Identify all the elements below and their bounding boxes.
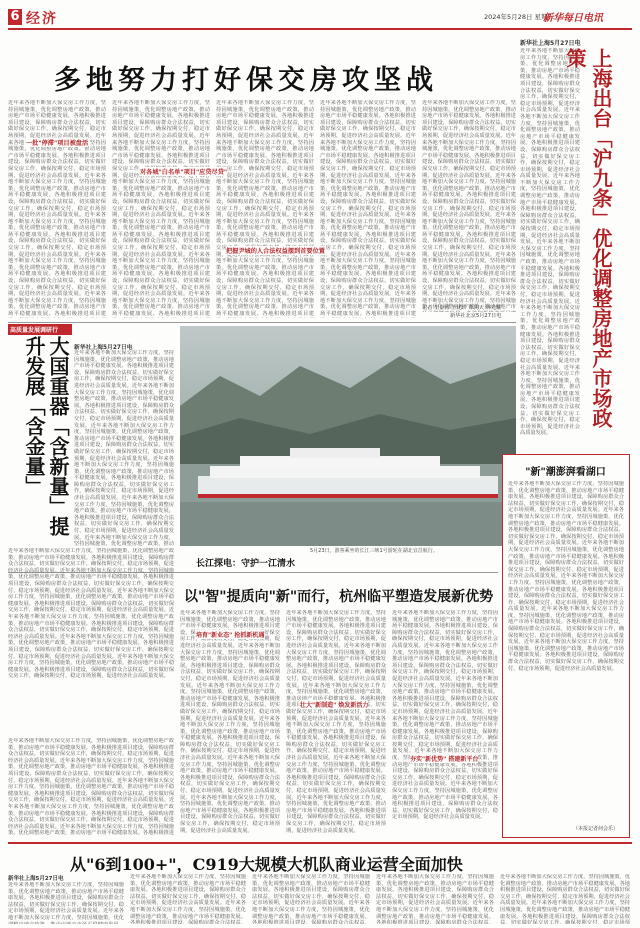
photo-title: 长江探电：守护一江清水 [196, 559, 296, 569]
right-strip [520, 34, 632, 444]
middle-col-1 [180, 610, 280, 836]
bottom-dateline: 新华社上海5月27日电 [8, 876, 64, 882]
lead-headline: 多地努力打好保交房攻坚战 [54, 65, 438, 96]
lead-bureau: 新华社北京5月27日电 [450, 313, 502, 319]
lead-sub1: 一批"停滞"项目被盘活 [26, 140, 89, 147]
bottom-col-5 [500, 874, 630, 924]
photo-scene [180, 326, 516, 546]
middle-sub2: 壮大"新制造" 焕发新活力 [300, 702, 369, 709]
middle-col-2 [286, 610, 386, 836]
middle-sub3: 夯实"新优势" 搭建新平台 [410, 756, 479, 763]
bottom-top-rule [8, 842, 632, 844]
bottom-col-1 [8, 882, 124, 924]
lead-byline: 记者 王金涛 王优玲 郑钧天 林光耀 [422, 305, 502, 311]
lead-col-5 [422, 100, 516, 312]
bottom-col-3 [252, 874, 370, 924]
section-name: 经济 [26, 11, 58, 27]
lead-col-4 [320, 100, 416, 318]
right-headline: 上海出台「沪九条」优化调整房地产市场政策 [563, 48, 613, 428]
photo-caption: 5月23日，游客乘坐的长江三峡1号游轮在湖北宜昌航行。 [310, 548, 438, 554]
sidebar-footnote: （本报记者何会乐） [573, 826, 619, 832]
lead-sub3: 把握尹城的人合法权益摆到首要位置 [226, 248, 325, 255]
left-top-rule [8, 322, 516, 323]
left-tag: 高质量发展调研行 [8, 324, 72, 335]
header-rule [8, 28, 632, 30]
sidebar-title: "新"潮澎湃看湖口 [525, 467, 606, 478]
page-number: 6 [8, 9, 22, 25]
left-headline: 大国重器「含新量」提升发展「含金量」 [22, 336, 70, 536]
sidebar-box [502, 454, 630, 838]
photo-yangtze-cruise [180, 326, 516, 546]
issue-date: 2024年5月28日 星期二 [484, 13, 555, 21]
middle-sub1: 培育"新业态" 抢抓新机遇 [196, 632, 265, 639]
middle-col-3 [392, 610, 498, 836]
bottom-col-2 [130, 874, 246, 924]
middle-headline: 以"智"提质向"新"而行，杭州临平塑造发展新优势 [184, 589, 494, 605]
lead-col-1 [8, 100, 106, 318]
lead-sub2: 对各城"白名单"项目"应贷尽贷" [140, 169, 228, 176]
left-body-lower [8, 548, 174, 734]
left-body-lower-2 [8, 738, 174, 836]
right-dateline: 新华社上海5月27日电 [520, 40, 581, 47]
bottom-col-4 [376, 874, 494, 924]
newspaper-brand: 新华每日电讯 [543, 13, 603, 24]
right-body-1 [520, 48, 580, 440]
lead-col-2 [112, 100, 210, 318]
sidebar-body [508, 481, 624, 823]
lead-col-3 [216, 100, 314, 318]
left-dateline: 新华社上海5月27日电 [74, 345, 133, 351]
bottom-headline: 从"6到100+"，C919大规模大机队商业运营全面加快 [70, 855, 463, 874]
left-body [74, 350, 174, 546]
